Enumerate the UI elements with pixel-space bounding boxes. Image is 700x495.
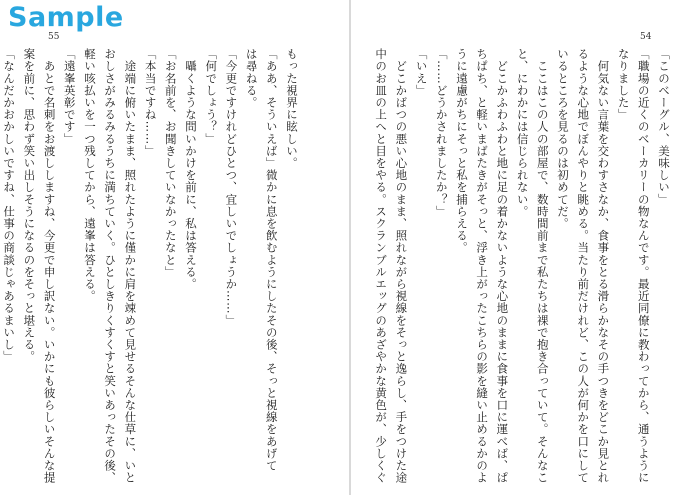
text-line: 案を前に、思わず笑い出しそうになるのをそっと堪える。: [22, 48, 37, 363]
right-page-text: [374, 48, 674, 484]
text-line: 途端に俯いたまま、照れたように僅かに肩を竦めて見せるそんな仕草に、いと: [123, 48, 138, 484]
text-line: どこかふわふわと地に足の着かないような心地のままに食事を口に運べば、ぱ: [495, 48, 510, 484]
text-line: いるところを見るのは初めてだ。: [555, 48, 570, 230]
text-line: 「お名前を、お聞きしていなかったなと」: [163, 48, 178, 278]
text-line: ちぱち、と軽いまばたきがそっと、浮き上がったこちらの影を縫い止めるかのよ: [475, 48, 490, 484]
text-line: と、にわかには信じられない。: [515, 48, 530, 218]
text-line: 「ああ、そういえば」微かに息を飲むようにしたその後、そっと視線をあげて: [264, 48, 279, 472]
left-page-number: 55: [48, 32, 60, 42]
text-line: なりました」: [616, 48, 631, 121]
text-line: どこかばつの悪い心地のまま、照れながら視線をそっと逸らし、手をつけた途: [394, 48, 409, 484]
text-line: もった視界に眩しい。: [285, 48, 299, 169]
text-line: 「……どうかされましたか？」: [434, 48, 449, 218]
text-line: 「今更ですけれどひとつ、宜しいでしょうか……」: [224, 48, 239, 327]
text-line: 「いえ」: [414, 48, 429, 97]
left-page-text: [2, 48, 302, 484]
right-page-number: 54: [640, 32, 652, 42]
text-line: 「本当ですね……」: [143, 48, 158, 157]
text-line: は尋ねる。: [244, 48, 259, 109]
text-line: 「なんだかおかしいですね、仕事の商談じゃあるまいし」: [2, 48, 17, 363]
text-line: 「遠峯英彰です」: [62, 48, 77, 145]
sample-watermark: Sample: [8, 2, 124, 33]
text-line: 「このベーグル、美味しい」: [657, 48, 671, 206]
text-line: 中のお皿の上へと目をやる。スクランブルエッグのあざやかな黄色が、少しくぐ: [374, 48, 389, 484]
text-line: おしさがみるみるうちに満ちていく。ひとしきりくすくすと笑いあったその後、: [103, 48, 118, 484]
text-line: 「職場の近くのベーカリーの物なんです。最近同僚に教わってから、通うように: [636, 48, 651, 484]
text-line: 軽い咳払いを一つ残してから、遠峯は答える。: [82, 48, 97, 303]
page-gutter: [349, 0, 351, 495]
text-line: 囁くような問いかけを前に、私は答える。: [183, 48, 198, 290]
text-line: うに遠慮がちにそっと私を捕らえる。: [454, 48, 469, 254]
text-line: 「何でしょう？」: [204, 48, 219, 145]
text-line: ここはこの人の部屋で、数時間前まで私たちは裸で抱き合っていて。そんなこ: [535, 48, 550, 484]
text-line: 何気ない言葉を交わすさなか、食事をとる滑らかなその手つきをどこか見とれ: [596, 48, 611, 484]
text-line: るような心地でぼんやりと眺める。当たり前だけれど、この人が何かを口にして: [576, 48, 591, 484]
text-line: あとで名刺をお渡ししますね、今更で申し訳ない。いかにも彼らしいそんな提: [42, 48, 57, 484]
